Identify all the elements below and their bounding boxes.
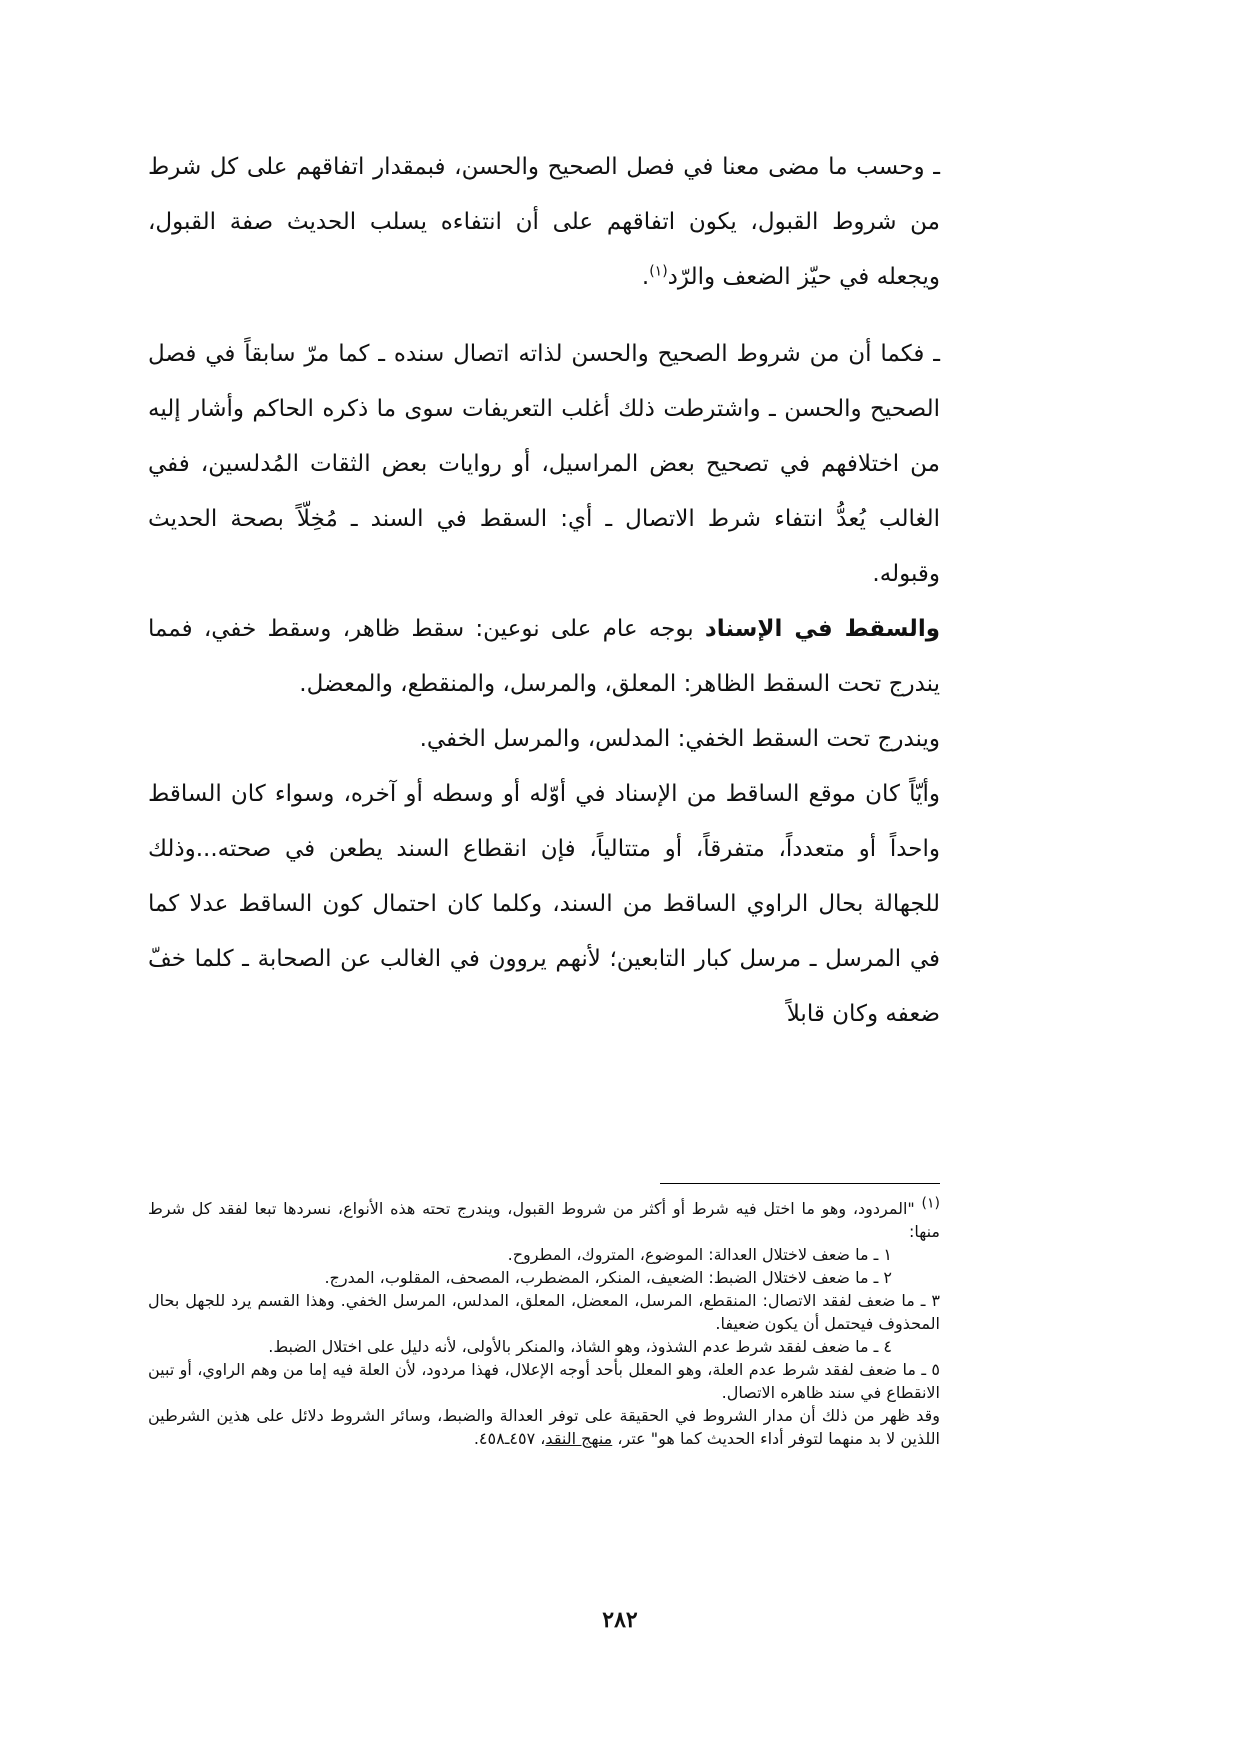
paragraph-1 bbox=[148, 140, 940, 305]
footnote-marker: (١) bbox=[921, 1195, 940, 1212]
footnote-intro bbox=[148, 1197, 940, 1243]
paragraph-3 bbox=[148, 602, 940, 712]
footnote-item-5: ٥ ـ ما ضعف لفقد شرط عدم العلة، وهو المعلل بأحد أوجه الإعلال، فهذا مردود، لأن العلة فيه إما من وهم الراوي، أو تبين الانقطاع في سند ظاهره الاتصال. bbox=[148, 1360, 940, 1402]
paragraph-3-bold-term: والسقط في الإسناد bbox=[704, 616, 940, 642]
footnotes-section bbox=[148, 1197, 940, 1450]
paragraph-3-text: بوجه عام على نوعين: سقط ظاهر، وسقط خفي، فمما يندرج تحت السقط الظاهر: المعلق، والمرسل، والمنقطع، والمعضل. bbox=[148, 616, 940, 697]
main-text bbox=[148, 140, 940, 1042]
footnote-source-pages: ، ٤٥٧ـ٤٥٨. bbox=[473, 1429, 546, 1448]
paragraph-4: ويندرج تحت السقط الخفي: المدلس، والمرسل الخفي. bbox=[419, 726, 940, 752]
footnote-conclusion bbox=[148, 1404, 940, 1450]
footnote-item-1: ١ ـ ما ضعف لاختلال العدالة: الموضوع، المتروك، المطروح. bbox=[507, 1245, 892, 1264]
footnote-reference[interactable]: (١) bbox=[649, 263, 668, 280]
footnote-separator bbox=[660, 1183, 940, 1184]
footnote-conclusion-text: وقد ظهر من ذلك أن مدار الشروط في الحقيقة على توفر العدالة والضبط، وسائر الشروط دلائل على هذين الشرطين اللذين لا بد منهما لتوفر أداء الحديث كما هو" عتر، bbox=[148, 1406, 940, 1448]
footnote-item-2: ٢ ـ ما ضعف لاختلال الضبط: الضعيف، المنكر، المضطرب، المصحف، المقلوب، المدرج. bbox=[324, 1268, 892, 1287]
footnote-item-4: ٤ ـ ما ضعف لفقد شرط عدم الشذوذ، وهو الشاذ، والمنكر بالأولى، لأنه دليل على اختلال الضبط. bbox=[268, 1337, 892, 1356]
paragraph-1-end: . bbox=[641, 264, 650, 290]
paragraph-5: وأيّاً كان موقع الساقط من الإسناد في أوّله أو وسطه أو آخره، وسواء كان الساقط واحداً أو متعدداً، متفرقاً، أو متتالياً، فإن انقطاع السند يطعن في صحته...وذلك للجهالة بحال الراوي الساقط من السند، وكلما كان احتمال كون الساقط عدلا كما في المرسل ـ مرسل كبار التابعين؛ لأنهم يروون في الغالب عن الصحابة ـ كلما خفّ ضعفه وكان قابلاً bbox=[148, 781, 940, 1027]
paragraph-1-text: ـ وحسب ما مضى معنا في فصل الصحيح والحسن، فبمقدار اتفاقهم على كل شرط من شروط القبول، يكون اتفاقهم على أن انتفاءه يسلب الحديث صفة القبول، ويجعله في حيّز الضعف والرّد bbox=[148, 154, 940, 290]
paragraph-2: ـ فكما أن من شروط الصحيح والحسن لذاته اتصال سنده ـ كما مرّ سابقاً في فصل الصحيح والحسن ـ واشترطت ذلك أغلب التعريفات سوى ما ذكره الحاكم وأشار إليه من اختلافهم في تصحيح بعض المراسيل، أو روايات بعض الثقات المُدلسين، ففي الغالب يُعدُّ انتفاء شرط الاتصال ـ أي: السقط في السند ـ مُخِلّاً بصحة الحديث وقبوله. bbox=[148, 341, 940, 587]
footnote-intro-text: "المردود، وهو ما اختل فيه شرط أو أكثر من شروط القبول، ويندرج تحته هذه الأنواع، نسردها تبعا لفقد كل شرط منها: bbox=[148, 1199, 940, 1241]
footnote-item-3: ٣ ـ ما ضعف لفقد الاتصال: المنقطع، المرسل، المعضل، المعلق، المدلس، المرسل الخفي. وهذا القسم يرد للجهل بحال المحذوف فيحتمل أن يكون ضعيفا. bbox=[148, 1291, 940, 1333]
page-number: ٢٨٢ bbox=[602, 1607, 638, 1633]
footnote-source-title: منهج النقد bbox=[545, 1429, 613, 1448]
